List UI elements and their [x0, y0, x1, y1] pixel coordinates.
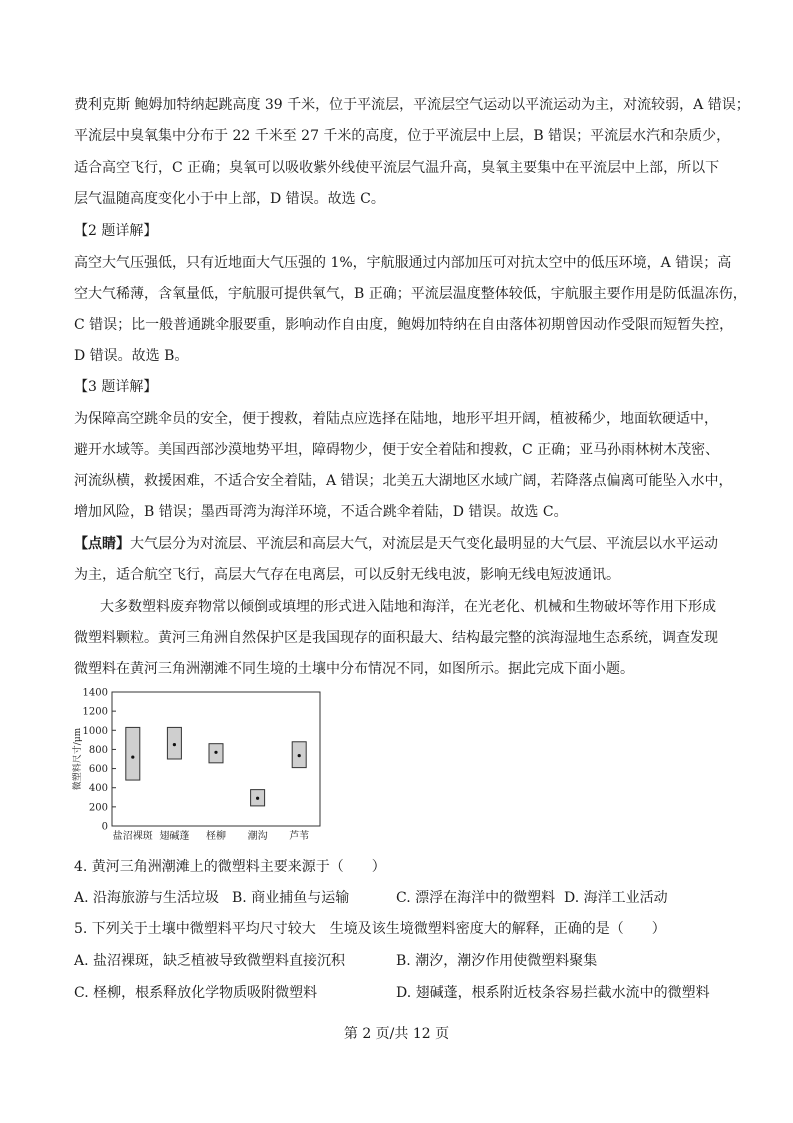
text-line: 费利克斯 鲍姆加特纳起跳高度 39 千米，位于平流层，平流层空气运动以平流运动为主，对流较弱，A 错误；: [74, 97, 750, 113]
option-c[interactable]: C. 柽柳，根系释放化学物质吸附微塑料: [74, 985, 318, 1001]
option-c[interactable]: C. 漂浮在海洋中的微塑料: [396, 890, 556, 906]
x-category-label: 柽柳: [206, 831, 226, 842]
question-5-stem: 5. 下列关于土壤中微塑料平均尺寸较大 生境及该生境微塑料密度大的解释，正确的是（ ）: [74, 921, 666, 937]
option-d[interactable]: D. 海洋工业活动: [564, 890, 668, 906]
text-line: 为保障高空跳伞员的安全，便于搜救，着陆点应选择在陆地，地形平坦开阔，植被稀少，地面软硬适中，: [74, 411, 718, 427]
tip-line: 为主，适合航空飞行，高层大气存在电离层，可以反射无线电波，影响无线电短波通讯。: [74, 567, 620, 583]
text-line: 空大气稀薄，含氧量低，宇航服可提供氧气，B 正确；平流层温度整体较低，宇航服主要作用是防低温冻伤，: [74, 286, 747, 302]
section-heading: 【3 题详解】: [74, 379, 158, 395]
text-line: 避开水域等。美国西部沙漠地势平坦，障碍物少，便于安全着陆和搜救，C 正确；亚马孙雨林树木茂密、: [74, 442, 720, 458]
microplastic-box-chart: [68, 684, 328, 844]
y-axis-label: 微塑料尺寸/μm: [73, 727, 83, 791]
text-line: 河流纵横，救援困难，不适合安全着陆，A 错误；北美五大湖地区水域广阔，若降落点偏离可能坠入水中，: [74, 473, 733, 489]
y-tick-label: 1200: [82, 706, 108, 718]
box-mean-point: [298, 754, 301, 757]
box-mean-point: [256, 797, 259, 800]
option-a[interactable]: A. 沿海旅游与生活垃圾: [74, 890, 220, 906]
x-category-label: 芦苇: [289, 831, 310, 842]
x-category-label: 翅碱蓬: [159, 831, 190, 842]
option-a[interactable]: A. 盐沼裸斑，缺乏植被导致微塑料直接沉积: [74, 953, 346, 969]
text-line: 平流层中臭氧集中分布于 22 千米至 27 千米的高度，位于平流层中上层，B 错误；平流层水汽和杂质少，: [74, 128, 731, 144]
tip-tag: 【点睛】: [74, 536, 130, 552]
text-line: 适合高空飞行，C 正确；臭氧可以吸收紫外线使平流层气温升高，臭氧主要集中在平流层中上部，所以下: [74, 160, 720, 176]
text-line: 大多数塑料废弃物常以倾倒或填埋的形式进入陆地和海洋，在光老化、机械和生物破坏等作用下形成: [100, 599, 716, 615]
box-mean-point: [131, 755, 134, 758]
y-tick-label: 600: [88, 764, 108, 776]
y-tick-label: 0: [101, 821, 108, 833]
box-mean-point: [173, 743, 176, 746]
question-5-options-row2: [74, 983, 734, 1003]
page-footer: 第 2 页/共 12 页: [343, 1026, 450, 1042]
text-line: 微塑料颗粒。黄河三角洲自然保护区是我国现存的面积最大、结构最完整的滨海湿地生态系统，调查发现: [74, 630, 718, 646]
question-4-stem: 4. 黄河三角洲潮滩上的微塑料主要来源于（ ）: [74, 859, 386, 875]
x-category-label: 潮沟: [247, 831, 268, 842]
text-line: 增加风险，B 错误；墨西哥湾为海洋环境，不适合跳伞着陆，D 错误。故选 C。: [74, 504, 568, 520]
option-b[interactable]: B. 商业捕鱼与运输: [232, 890, 350, 906]
x-category-label: 盐沼裸斑: [112, 831, 153, 842]
y-tick-label: 1000: [82, 725, 108, 737]
tip-line: [74, 534, 734, 554]
section-heading: 【2 题详解】: [74, 223, 158, 239]
y-tick-label: 1400: [82, 687, 108, 699]
option-b[interactable]: B. 潮汐，潮汐作用使微塑料聚集: [396, 953, 598, 969]
text-line: D 错误。故选 B。: [74, 348, 189, 364]
option-d[interactable]: D. 翅碱蓬，根系附近枝条容易拦截水流中的微塑料: [396, 985, 710, 1001]
text-line: 层气温随高度变化小于中上部，D 错误。故选 C。: [74, 191, 385, 207]
y-tick-label: 200: [88, 802, 108, 814]
question-4-options: [74, 888, 734, 908]
box-mean-point: [214, 751, 217, 754]
y-tick-label: 400: [88, 783, 108, 795]
y-tick-label: 800: [88, 744, 108, 756]
text-line: 微塑料在黄河三角洲潮滩不同生境的土壤中分布情况不同，如图所示。据此完成下面小题。: [74, 661, 634, 677]
text-line: 高空大气压强低，只有近地面大气压强的 1%，宇航服通过内部加压可对抗太空中的低压环境，A 错误；高: [74, 255, 732, 271]
text-line: C 错误；比一般普通跳伞服要重，影响动作自由度，鲍姆加特纳在自由落体初期曾因动作受限而短暂失控，: [74, 317, 734, 333]
question-5-options-row1: [74, 951, 734, 971]
tip-text: 大气层分为对流层、平流层和高层大气，对流层是天气变化最明显的大气层、平流层以水平运动: [130, 536, 718, 552]
box-1: [126, 727, 140, 780]
